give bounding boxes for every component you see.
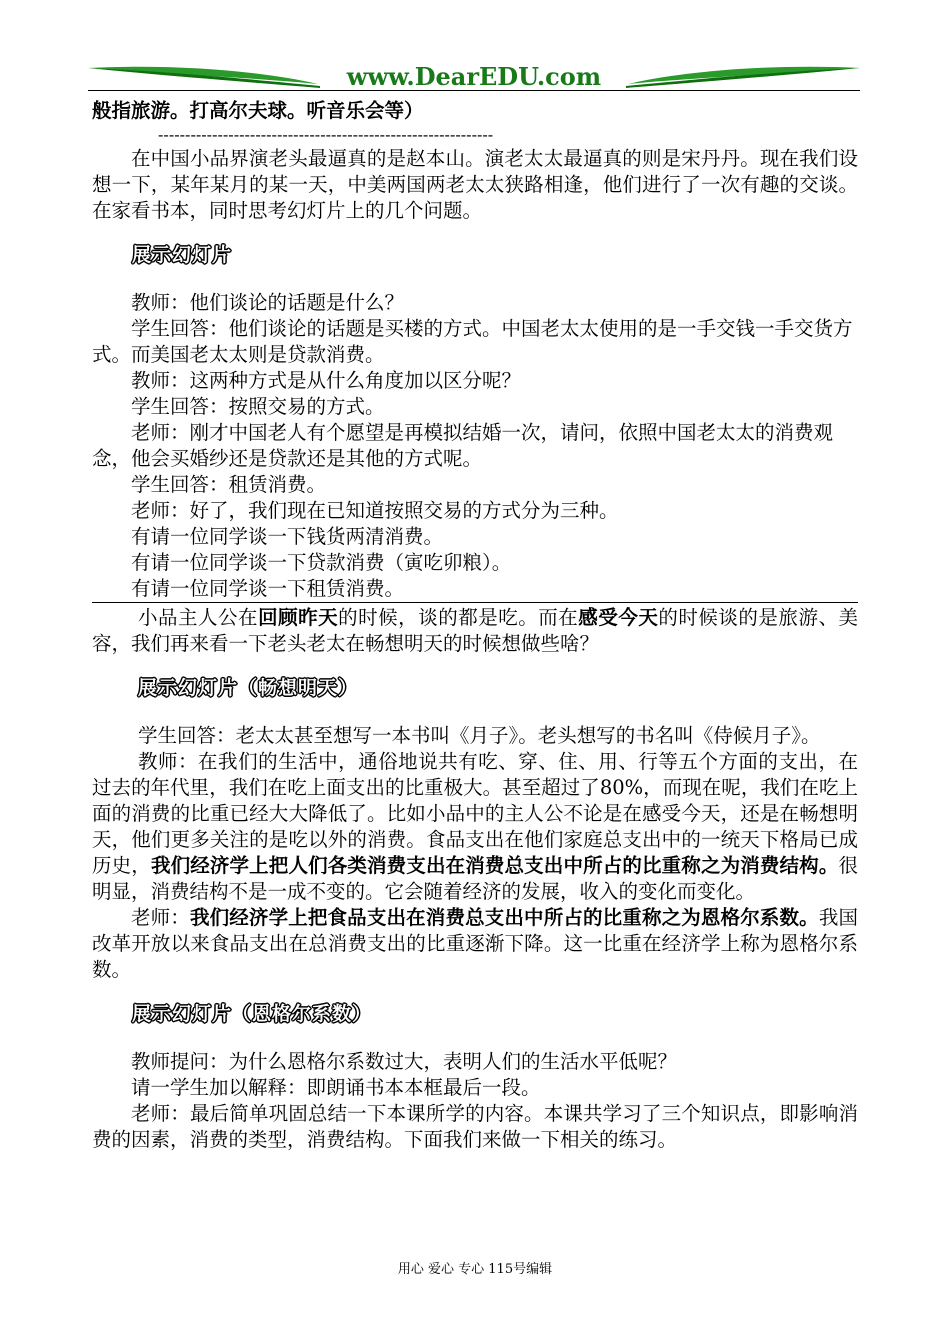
dialog-line: 有请一位同学谈一下租赁消费。 [131,577,405,600]
dialog-line: 老师：好了，我们现在已知道按照交易的方式分为三种。 [131,499,619,522]
intro-paragraph: 在中国小品界演老头最逼真的是赵本山。演老太太最逼真的则是宋丹丹。现在我们设想一下，某年某月的某一天，中美两国两老太太狭路相逢，他们进行了一次有趣的交谈。在家看书本，同时思考幻灯片上的几个问题。 [92,147,858,222]
dialog-line: 学生回答：他们谈论的话题是买楼的方式。中国老太太使用的是一手交钱一手交货方式。而美国老太太则是贷款消费。 [92,317,853,366]
text-span: 的时候，谈的都是吃。而在 [338,606,579,629]
header-banner [88,60,860,96]
header-rule [88,90,860,91]
dialog-block-1 [92,290,858,602]
slide-label-2: 展示幻灯片（畅想明天） [138,677,359,699]
text-span: 我国改革开放以来食品支出在总消费支出的比重逐渐下降。这一比重在经济学上称为恩格尔系数。 [92,906,858,981]
dash-separator: -------------------------------------------------------------- [158,125,494,144]
dialog-line: 教师：这两种方式是从什么角度加以区分呢？ [131,369,522,392]
emphasis-recall-yesterday: 回顾昨天 [258,606,339,629]
text-span: 小品主人公在 [138,606,259,629]
paragraph-student-answer: 学生回答：老太太甚至想写一本书叫《月子》。老头想写的书名叫《侍候月子》。 [138,724,821,747]
dialog-line: 老师：刚才中国老人有个愿望是再模拟结婚一次，请问，依照中国老太太的消费观念，他会买婚纱还是贷款还是其他的方式呢。 [92,421,834,470]
emphasis-definition-engel: 我们经济学上把食品支出在消费总支出中所占的比重称之为恩格尔系数。 [189,906,819,929]
dialog-line: 有请一位同学谈一下钱货两清消费。 [131,525,444,548]
site-url: www.DearEDU.com [346,62,602,91]
dialog-block-3 [92,1049,858,1101]
text-span: 老师： [131,906,190,929]
dialog-line: 请一学生加以解释：即朗诵书本本框最后一段。 [131,1076,541,1099]
text-span: 很明显，消费结构不是一成不变的。它会随着经济的发展，收入的变化而变化。 [92,854,858,903]
paragraph-consumption-structure [92,749,858,905]
emphasis-feel-today: 感受今天 [578,606,659,629]
dialog-line: 学生回答：按照交易的方式。 [131,395,385,418]
paragraph-summary: 老师：最后简单巩固总结一下本课所学的内容。本课共学习了三个知识点，即影响消费的因素，消费的类型，消费结构。下面我们来做一下相关的练习。 [92,1102,858,1151]
dialog-line: 教师提问：为什么恩格尔系数过大，表明人们的生活水平低呢？ [131,1050,678,1073]
main-content [92,98,858,1153]
top-line: 般指旅游。打高尔夫球。听音乐会等） [92,99,424,122]
slide-label-1: 展示幻灯片 [132,244,233,266]
dialog-line: 学生回答：租赁消费。 [131,473,327,496]
emphasis-definition-structure: 我们经济学上把人们各类消费支出在消费总支出中所占的比重称之为消费结构。 [150,854,839,877]
page-footer: 用心 爱心 专心 115号编辑 [397,1262,553,1277]
dialog-line: 教师：他们谈论的话题是什么？ [131,291,405,314]
horizontal-rule [92,602,858,603]
text-span: 的时候谈的是旅游、美容，我们再来看一下老头老太在畅想明天的时候想做些啥？ [92,606,858,655]
slide-label-3: 展示幻灯片（恩格尔系数） [132,1003,373,1025]
paragraph-recall [92,605,858,657]
paragraph-engel [92,905,858,983]
text-span: 教师：在我们的生活中，通俗地说共有吃、穿、住、用、行等五个方面的支出，在过去的年代里，我们在吃上面支出的比重极大。甚至超过了80%，而现在呢，我们在吃上面的消费的比重已经大大降低了。比如小品中的主人公不论是在感受今天，还是在畅想明天，他们更多关注的是吃以外的消费。食品支出在他们家庭总支出中的一统天下格局已成历史， [92,750,858,877]
dialog-line: 有请一位同学谈一下贷款消费（寅吃卯粮）。 [131,551,512,574]
